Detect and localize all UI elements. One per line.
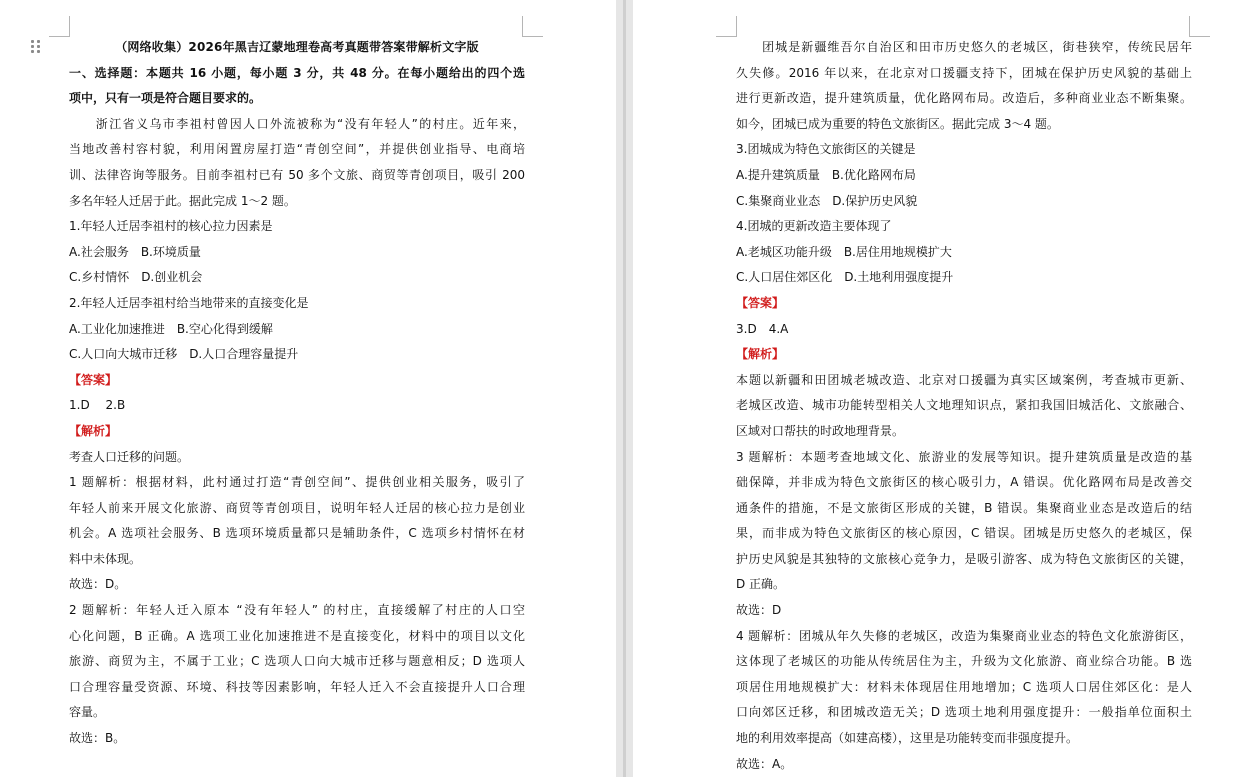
text-line: 老城区改造、城市功能转型相关人文地理知识点，紧扣我国旧城活化、文旅融合、: [736, 398, 1192, 413]
text-line: 1.D 2.B: [69, 398, 126, 413]
text-line: 故选：A。: [736, 756, 793, 771]
text-line: 地的利用效率提高（如建高楼），这里是功能转变而非强度提升。: [736, 731, 1079, 746]
text-line: 3.D 4.A: [736, 321, 789, 336]
section-heading: 【答案】: [69, 372, 118, 387]
text-line: 一、选择题：本题共 16 小题，每小题 3 分，共 48 分。在每小题给出的四个选: [69, 65, 525, 80]
text-line: A.社会服务 B.环境质量: [69, 244, 201, 259]
page-gutter: [616, 0, 633, 777]
text-line: 进行更新改造，提升建筑质量，优化路网布局。改造后，多种商业业态不断集聚。: [736, 91, 1192, 106]
margin-corner-mark: [49, 16, 70, 37]
margin-corner-mark: [1189, 16, 1210, 37]
text-line: 故选：D: [736, 603, 782, 618]
text-line: 考查人口迁移的问题。: [69, 449, 190, 464]
text-line: 年轻人前来开展文化旅游、商贸等青创项目，说明年轻人迁居的核心拉力是创业: [69, 500, 525, 515]
text-line: A.工业化加速推进 B.空心化得到缓解: [69, 321, 273, 336]
text-line: 训、法律咨询等服务。目前李祖村已有 50 多个文旅、商贸等青创项目，吸引 200: [69, 167, 525, 182]
text-line: 团城是新疆维吾尔自治区和田市历史悠久的老城区，街巷狭窄，传统民居年: [736, 40, 1192, 54]
text-line: 口向郊区迁移，和团城改造无关；D 选项土地利用强度提升：一般指单位面积土: [736, 705, 1192, 720]
text-line: 区域对口帮扶的时政地理背景。: [736, 423, 905, 438]
text-line: 浙江省义乌市李祖村曾因人口外流被称为“没有年轻人”的村庄。近年来，: [69, 116, 525, 131]
text-line: 1.年轻人迁居李祖村的核心拉力因素是: [69, 219, 273, 234]
text-line: 1 题解析：根据材料，此村通过打造“青创空间”、提供创业相关服务，吸引了: [69, 475, 525, 490]
text-line: 如今，团城已成为重要的特色文旅街区。据此完成 3～4 题。: [736, 116, 1059, 131]
text-line: A.提升建筑质量 B.优化路网布局: [736, 167, 916, 182]
text-line: 果，而非成为特色文旅街区的核心原因，C 错误。团城是历史悠久的老城区，保: [736, 526, 1192, 541]
text-line: 口合理容量受资源、环境、科技等因素影响，年轻人迁入不会直接提升人口合理: [69, 679, 525, 694]
margin-corner-mark: [716, 16, 737, 37]
text-line: 项居住用地规模扩大：材料未体现居住用地增加；C 选项人口居住郊区化：是人: [736, 679, 1192, 694]
text-line: 本题以新疆和田团城老城改造、北京对口援疆为真实区域案例，考查城市更新、: [736, 372, 1192, 387]
text-line: 通条件的措施，不是文旅街区形成的关键，B 错误。集聚商业业态是改造后的结: [736, 500, 1192, 515]
text-line: 4 题解析：团城从年久失修的老城区，改造为集聚商业业态的特色文化旅游街区，: [736, 628, 1192, 643]
text-line: 料中未体现。: [69, 551, 142, 566]
section-heading: 【解析】: [69, 423, 118, 438]
text-line: 久失修。2016 年以来，在北京对口援疆支持下，团城在保护历史风貌的基础上: [736, 65, 1192, 80]
text-line: 当地改善村容村貌，利用闲置房屋打造“青创空间”，并提供创业指导、电商培: [69, 142, 525, 157]
text-line: 心化问题，B 正确。A 选项工业化加速推进不是直接变化，材料中的项目以文化: [69, 628, 525, 643]
text-line: A.老城区功能升级 B.居住用地规模扩大: [736, 244, 952, 259]
text-line: C.人口居住郊区化 D.土地利用强度提升: [736, 270, 954, 285]
text-line: 3.团城成为特色文旅街区的关键是: [736, 142, 916, 157]
text-line: 础保障，并非成为特色文旅街区的核心吸引力，A 错误。优化路网布局是改善交: [736, 475, 1192, 490]
text-line: 这体现了老城区的功能从传统居住为主，升级为文化旅游、商业综合功能。B 选: [736, 654, 1192, 669]
document-page-right: [633, 0, 1255, 777]
text-line: 2.年轻人迁居李祖村给当地带来的直接变化是: [69, 295, 309, 310]
text-line: C.人口向大城市迁移 D.人口合理容量提升: [69, 347, 299, 362]
text-line: 故选：B。: [69, 731, 126, 746]
document-title: （网络收集）2026年黑吉辽蒙地理卷高考真题带答案带解析文字版: [115, 40, 479, 54]
text-line: 容量。: [69, 705, 106, 720]
text-line: 3 题解析：本题考查地域文化、旅游业的发展等知识。提升建筑质量是改造的基: [736, 449, 1192, 464]
text-line: 2 题解析：年轻人迁入原本 “没有年轻人” 的村庄，直接缓解了村庄的人口空: [69, 603, 525, 618]
page-text-body: [69, 35, 525, 752]
text-line: 项中，只有一项是符合题目要求的。: [69, 91, 262, 106]
margin-corner-mark: [522, 16, 543, 37]
text-line: 旅游、商贸为主，不属于工业；C 选项人口向大城市迁移与题意相反；D 选项人: [69, 654, 525, 669]
section-heading: 【答案】: [736, 295, 785, 310]
text-line: 4.团城的更新改造主要体现了: [736, 219, 892, 234]
text-line: 护历史风貌是其独特的文旅核心竞争力，是吸引游客、成为特色文旅街区的关键，: [736, 551, 1192, 566]
text-line: 多名年轻人迁居于此。据此完成 1～2 题。: [69, 193, 296, 208]
document-page-left: [0, 0, 616, 777]
text-line: 故选：D。: [69, 577, 127, 592]
text-line: C.集聚商业业态 D.保护历史风貌: [736, 193, 918, 208]
text-line: C.乡村情怀 D.创业机会: [69, 270, 203, 285]
drag-handle-icon[interactable]: [31, 40, 43, 54]
page-text-body: [736, 35, 1192, 777]
text-line: D 正确。: [736, 577, 786, 592]
text-line: 机会。A 选项社会服务、B 选项环境质量都只是辅助条件，C 选项乡村情怀在材: [69, 526, 525, 541]
section-heading: 【解析】: [736, 347, 785, 362]
